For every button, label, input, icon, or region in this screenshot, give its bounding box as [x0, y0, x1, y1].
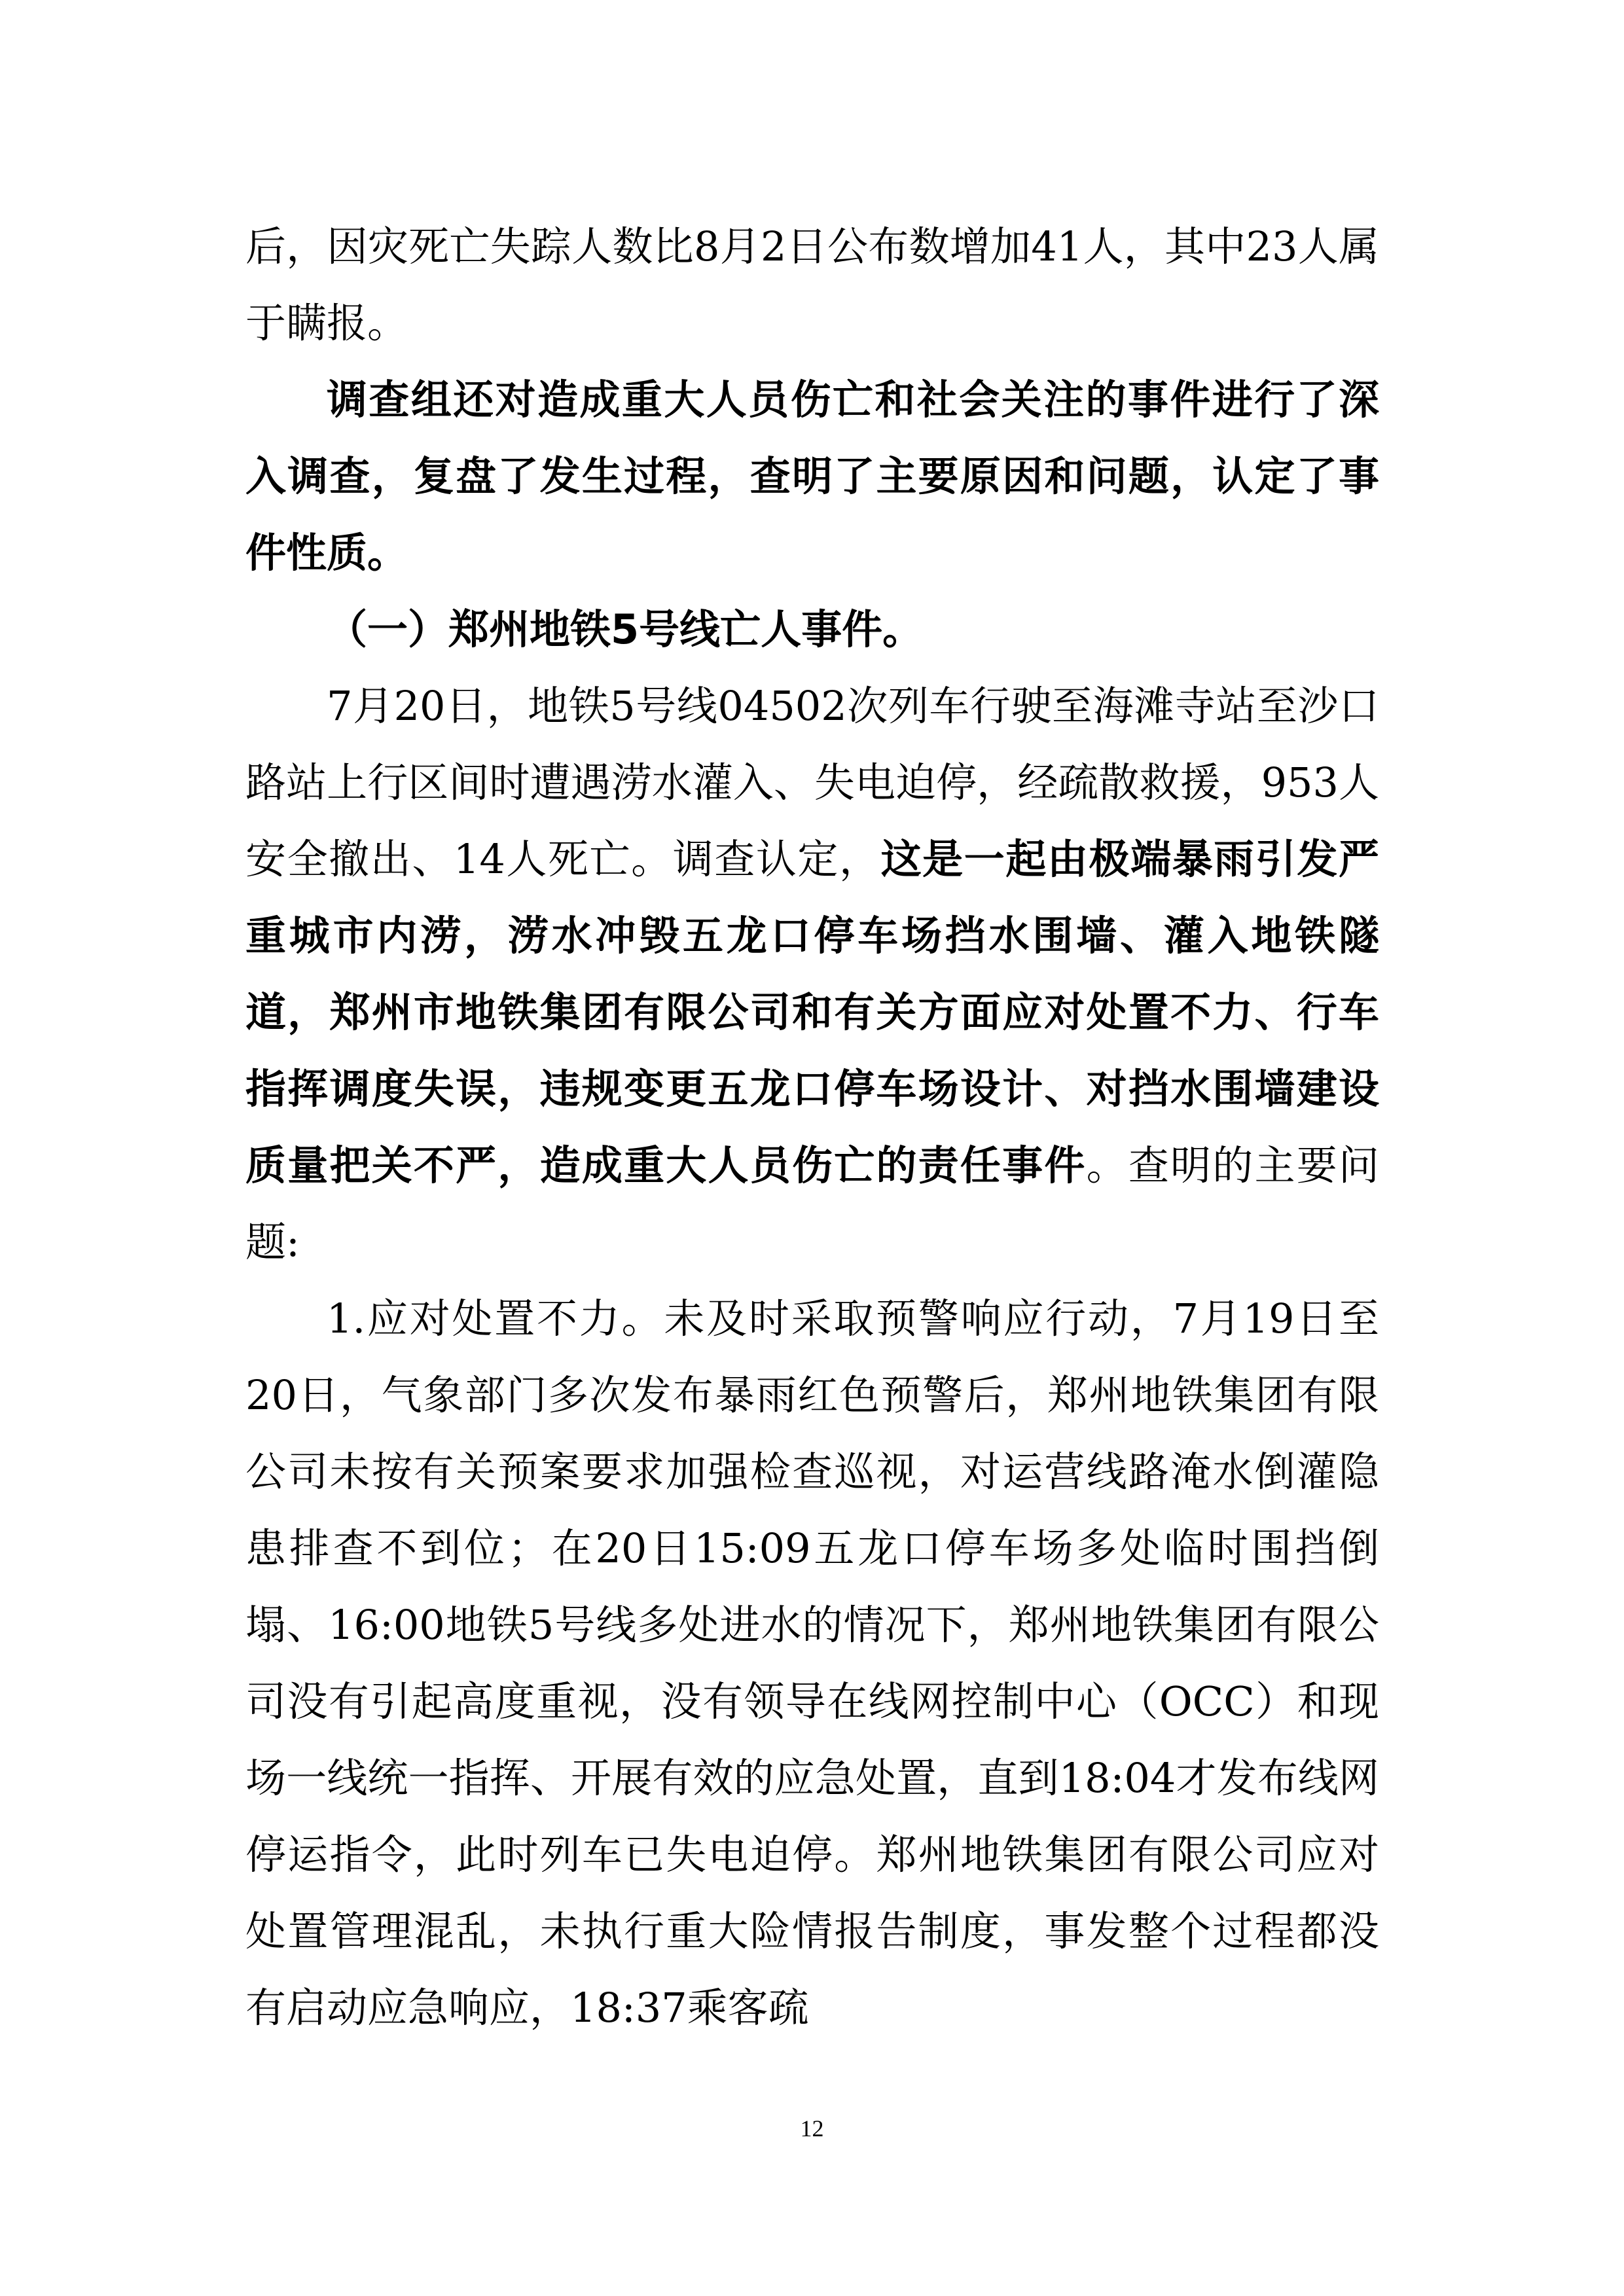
- incident-conclusion-text: 这是一起由极端暴雨引发严重城市内涝，涝水冲毁五龙口停车场挡水围墙、灌入地铁隧道，郑州市地铁集团有限公司和有关方面应对处置不力、行车指挥调度失误，违规变更五龙口停车场设计、对挡水围墙建设质量把关不严，造成重大人员伤亡的责任事件: [245, 835, 1379, 1189]
- paragraph-continuation: 后，因灾死亡失踪人数比8月2日公布数增加41人，其中23人属于瞒报。: [245, 223, 1379, 347]
- page-number: 12: [800, 2115, 824, 2142]
- paragraph-incident-description: [245, 668, 1379, 1280]
- incident-facts-text: 7月20日，地铁5号线04502次列车行驶至海滩寺站至沙口路站上行区间时遭遇涝水灌入、失电迫停，经疏散救援，953人安全撤出、14人死亡。调查认定，: [245, 682, 1379, 883]
- section-heading: （一）郑州地铁5号线亡人事件。: [327, 605, 924, 653]
- paragraph-investigation-summary: 调查组还对造成重大人员伤亡和社会关注的事件进行了深入调查，复盘了发生过程，查明了主要原因和问题，认定了事件性质。: [245, 376, 1379, 577]
- incident-followup-text: 。查明的主要问题:: [245, 1141, 1379, 1266]
- paragraph-problem-1: 1.应对处置不力。未及时采取预警响应行动，7月19日至20日，气象部门多次发布暴雨红色预警后，郑州地铁集团有限公司未按有关预案要求加强检查巡视，对运营线路淹水倒灌隐患排查不到位；在20日15:09五龙口停车场多处临时围挡倒塌、16:00地铁5号线多处进水的情况下，郑州地铁集团有限公司没有引起高度重视，没有领导在线网控制中心（OCC）和现场一线统一指挥、开展有效的应急处置，直到18:04才发布线网停运指令，此时列车已失电迫停。郑州地铁集团有限公司应对处置管理混乱，未执行重大险情报告制度，事发整个过程都没有启动应急响应，18:37乘客疏: [245, 1295, 1379, 2032]
- document-body: [245, 208, 1379, 2046]
